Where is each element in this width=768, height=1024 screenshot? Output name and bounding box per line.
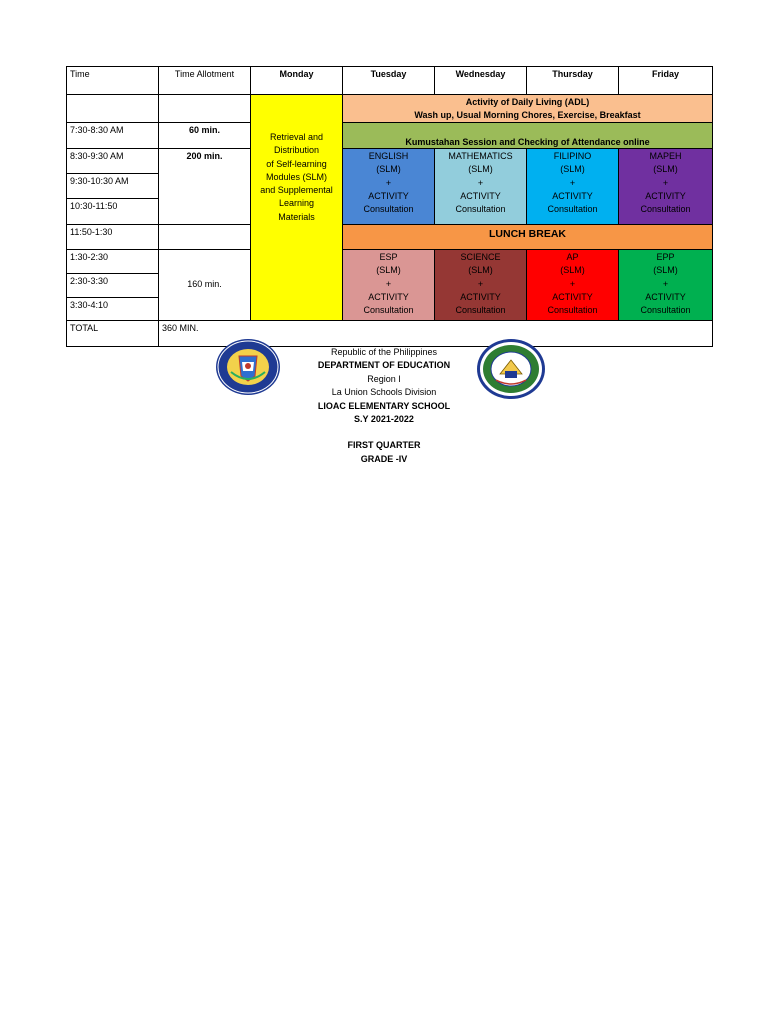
total-label: TOTAL — [66, 320, 159, 347]
time-slot: 10:30-11:50 — [66, 198, 159, 225]
monday-slm-distribution: Retrieval and Distribution of Self-learning Modules (SLM) and Supplemental Learning Materials — [250, 94, 343, 321]
time-cell-empty — [66, 94, 159, 123]
subject-mapeh: MAPEH (SLM) + ACTIVITY Consultation — [618, 148, 713, 225]
allotment-cell-empty — [158, 94, 251, 123]
header-monday: Monday — [250, 66, 343, 95]
time-slot: 2:30-3:30 — [66, 273, 159, 298]
subject-epp: EPP (SLM) + ACTIVITY Consultation — [618, 249, 713, 321]
allotment-60: 60 min. — [158, 122, 251, 149]
grade-line: GRADE -IV — [360, 453, 408, 464]
header-time-allotment: Time Allotment — [158, 66, 251, 95]
subject-ap: AP (SLM) + ACTIVITY Consultation — [526, 249, 619, 321]
header-thursday: Thursday — [526, 66, 619, 95]
time-slot: 3:30-4:10 — [66, 297, 159, 321]
header-tuesday: Tuesday — [342, 66, 435, 95]
school-year: S.Y 2021-2022 — [354, 414, 414, 425]
subject-science: SCIENCE (SLM) + ACTIVITY Consultation — [434, 249, 527, 321]
allotment-160: 160 min. — [158, 249, 251, 321]
school-name: LIOAC ELEMENTARY SCHOOL — [317, 400, 451, 411]
header-time: Time — [66, 66, 159, 95]
subject-mathematics: MATHEMATICS (SLM) + ACTIVITY Consultation — [434, 148, 527, 225]
region-line: Region I — [367, 373, 401, 384]
allotment-200: 200 min. — [158, 148, 251, 225]
time-slot: 7:30-8:30 AM — [66, 122, 159, 149]
allotment-cell-empty — [158, 224, 251, 250]
republic-line: Republic of the Philippines — [330, 347, 438, 357]
adl-row: Activity of Daily Living (ADL) Wash up, Usual Morning Chores, Exercise, Breakfast — [342, 94, 713, 123]
time-slot: 1:30-2:30 — [66, 249, 159, 274]
time-slot: 9:30-10:30 AM — [66, 173, 159, 199]
lunch-break-row: LUNCH BREAK — [342, 224, 713, 250]
header-friday: Friday — [618, 66, 713, 95]
quarter-line: FIRST QUARTER — [347, 440, 421, 451]
division-line: La Union Schools Division — [331, 387, 437, 398]
subject-filipino: FILIPINO (SLM) + ACTIVITY Consultation — [526, 148, 619, 225]
deped-line: DEPARTMENT OF EDUCATION — [317, 360, 451, 371]
time-slot: 8:30-9:30 AM — [66, 148, 159, 174]
time-slot: 11:50-1:30 — [66, 224, 159, 250]
kumustahan-row: Kumustahan Session and Checking of Attendance online — [342, 122, 713, 149]
subject-esp: ESP (SLM) + ACTIVITY Consultation — [342, 249, 435, 321]
header-wednesday: Wednesday — [434, 66, 527, 95]
total-value: 360 MIN. — [158, 320, 713, 347]
document-header — [0, 346, 768, 466]
subject-english: ENGLISH (SLM) + ACTIVITY Consultation — [342, 148, 435, 225]
